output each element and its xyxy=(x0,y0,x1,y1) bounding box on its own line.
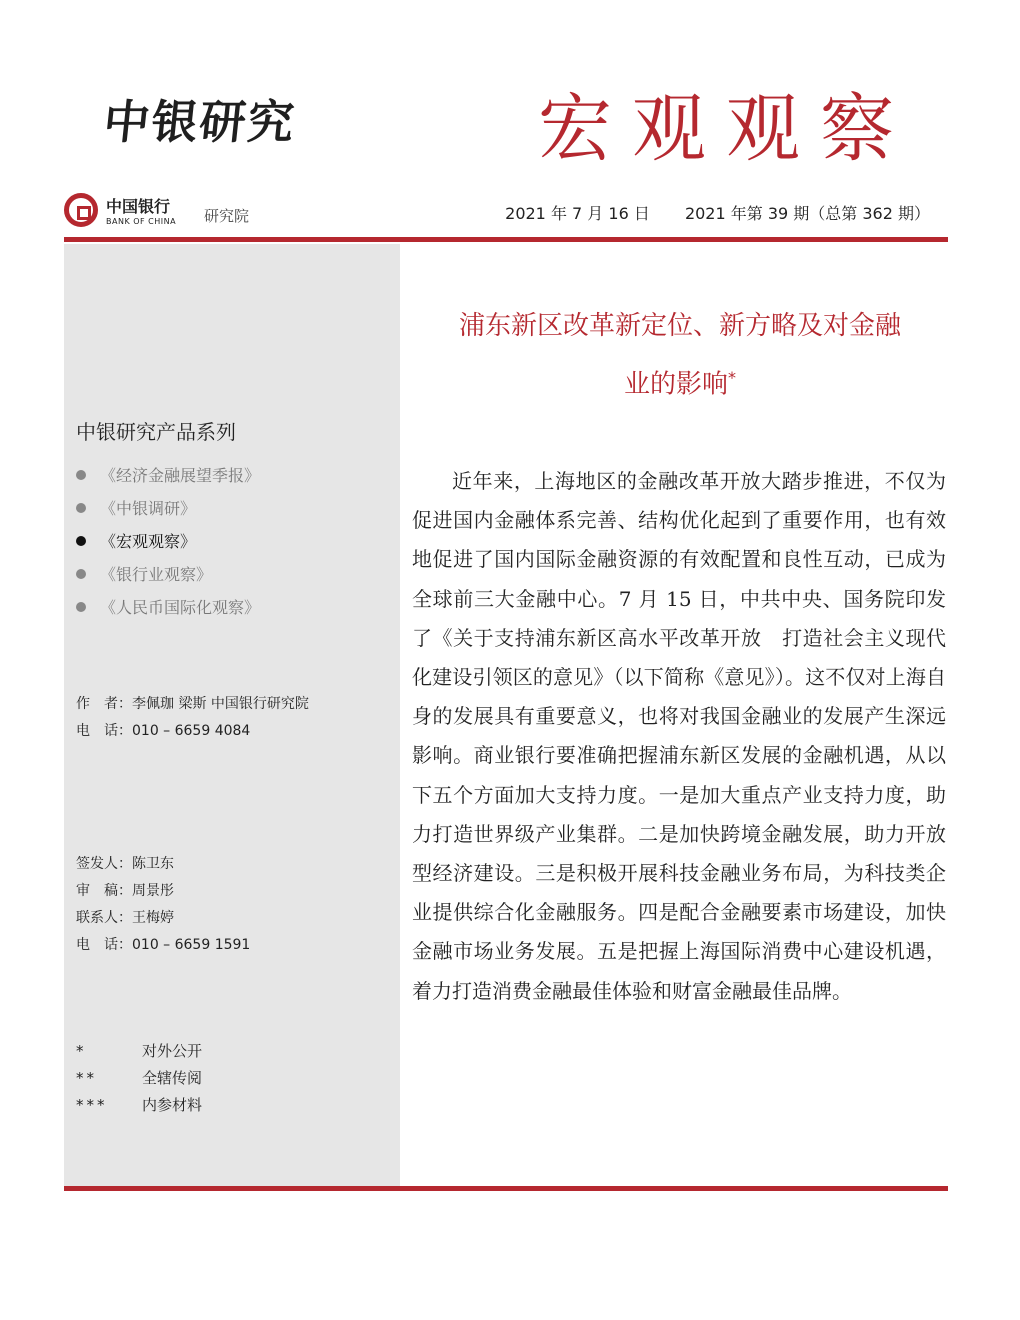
bullet-icon xyxy=(76,536,86,546)
signer-value: 陈卫东 xyxy=(132,856,174,872)
classification-mark: * xyxy=(76,1042,87,1060)
series-item xyxy=(76,557,260,590)
phone-value: 010 – 6659 4084 xyxy=(132,723,251,739)
article-abstract: 近年来，上海地区的金融改革开放大踏步推进，不仅为促进国内金融体系完善、结构优化起到了重要作用，也有效地促进了国内国际金融资源的有效配置和良性互动，已成为全球前三大金融中心。7 月 15 日，中共中央、国务院印发了《关于支持浦东新区高水平改革开放 打造社会主义现代化建设引领区的意见》（以下简称《意见》）。这不仅对上海自身的发展具有重要意义，也将对我国金融业的发展产生深远影响。商业银行要准确把握浦东新区发展的金融机遇，从以下五个方面加大支持力度。一是加大重点产业支持力度，助力打造世界级产业集群。二是加快跨境金融发展，助力开放型经济建设。三是积极开展科技金融业务布局，为科技类企业提供综合化金融服务。四是配合金融要素市场建设，加快金融市场业务发展。五是把握上海国际消费中心建设机遇，着力打造消费金融最佳体验和财富金融最佳品牌。 xyxy=(412,469,946,1003)
header-divider xyxy=(64,237,948,242)
bullet-icon xyxy=(76,503,86,513)
series-item-label: 《宏观观察》 xyxy=(100,532,197,551)
series-item xyxy=(76,491,260,524)
phone-value: 010 – 6659 1591 xyxy=(132,937,251,953)
bank-emblem-icon xyxy=(64,193,98,227)
series-item-label: 《人民币国际化观察》 xyxy=(100,598,261,617)
classification-label: 对外公开 xyxy=(142,1042,203,1060)
series-heading: 中银研究产品系列 xyxy=(76,420,236,444)
bullet-icon xyxy=(76,569,86,579)
series-item-label: 《银行业观察》 xyxy=(100,565,213,584)
phone-label: 电 话： xyxy=(76,723,132,739)
classification-legend xyxy=(76,1038,202,1119)
bullet-icon xyxy=(76,470,86,480)
series-item xyxy=(76,590,260,623)
bank-name-en: BANK OF CHINA xyxy=(106,217,177,226)
author-info xyxy=(76,691,309,745)
publish-date: 2021 年 7 月 16 日 xyxy=(505,204,650,223)
brand-calligraphy-logo: 中银研究 xyxy=(100,95,299,149)
footer-divider xyxy=(64,1186,948,1191)
series-list xyxy=(76,458,260,623)
series-item-label: 《经济金融展望季报》 xyxy=(100,466,261,485)
date-issue-line xyxy=(475,201,930,224)
phone-label: 电 话： xyxy=(76,937,132,953)
signer-label: 签发人： xyxy=(76,856,132,872)
classification-mark: ** xyxy=(76,1069,97,1087)
issue-number: 2021 年第 39 期（总第 362 期） xyxy=(684,204,930,223)
classification-label: 全辖传阅 xyxy=(142,1069,203,1087)
sign-info xyxy=(76,851,250,959)
institute-label: 研究院 xyxy=(204,207,250,225)
classification-label: 内参材料 xyxy=(142,1096,203,1114)
contact-value: 王梅婷 xyxy=(132,910,174,926)
article-title xyxy=(410,300,950,411)
bank-name-cn: 中国银行 xyxy=(106,197,171,216)
bullet-icon xyxy=(76,602,86,612)
reviewer-value: 周景彤 xyxy=(132,883,174,899)
author-label: 作 者： xyxy=(76,696,132,712)
classification-mark: *** xyxy=(76,1096,108,1114)
bank-logo xyxy=(64,193,274,233)
series-item-active xyxy=(76,524,260,557)
series-item xyxy=(76,458,260,491)
footnote-mark: * xyxy=(728,368,736,387)
contact-label: 联系人： xyxy=(76,910,132,926)
author-value: 李佩珈 梁斯 中国银行研究院 xyxy=(132,696,309,712)
series-item-label: 《中银调研》 xyxy=(100,499,197,518)
publication-title: 宏观观察 xyxy=(538,86,914,172)
reviewer-label: 审 稿： xyxy=(76,883,132,899)
article-title-line2: 业的影响 xyxy=(623,369,728,400)
article-title-line1: 浦东新区改革新定位、新方略及对金融 xyxy=(458,311,901,341)
